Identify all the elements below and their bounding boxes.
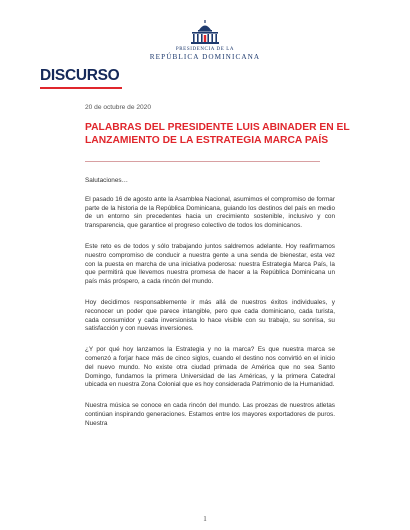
- org-name-line1: PRESIDENCIA DE LA: [175, 47, 235, 52]
- government-palace-icon: [190, 20, 220, 46]
- document-type-heading: DISCURSO: [40, 67, 120, 84]
- paragraph: Hoy decidimos responsablemente ir más allá de nuestros éxitos individuales, y reconocer un poder que parece intangible, pero que cada dominicano, cada turista, cada consumidor y cada inversionista lo hace visible con su trabajo, su sonrisa, su satisfacción y con nuevas inversiones.: [85, 298, 335, 333]
- page-number: 1: [203, 515, 207, 523]
- heading-underline: [40, 87, 122, 89]
- paragraph: Este reto es de todos y sólo trabajando juntos saldremos adelante. Hoy reafirmamos nuestro compromiso de conducir a nuestra gente a una senda de bienestar, esta vez con la puesta en marcha de una iniciativa poderosa: nuestra Estrategia Marca País, la que permitirá que llevemos nuestra promesa de hacer a la República Dominicana un país más próspero, a cada rincón del mundo.: [85, 242, 335, 286]
- org-name-line2: REPÚBLICA DOMINICANA: [149, 53, 261, 61]
- speech-title: PALABRAS DEL PRESIDENTE LUIS ABINADER EN EL LANZAMIENTO DE LA ESTRATEGIA MARCA PAÍS: [85, 122, 350, 146]
- title-divider: [85, 161, 320, 162]
- paragraph-greeting: Salutaciones…: [85, 177, 128, 184]
- paragraph: ¿Y por qué hoy lanzamos la Estrategia y no la marca? Es que nuestra marca se comenzó a forjar hace más de cinco siglos, cuando el destino nos convirtió en el inicio del nuevo mundo. No existe otra ciudad primada de América que no sea Santo Domingo, fundamos la primera Universidad de las Américas, y la primera Catedral ubicada en nuestra Zona Colonial que es hoy considerada Patrimonio de la Humanidad.: [85, 346, 335, 389]
- speech-date: 20 de octubre de 2020: [85, 104, 151, 111]
- paragraph: El pasado 16 de agosto ante la Asamblea Nacional, asumimos el compromiso de formar parte de la historia de la República Dominicana, guiando los destinos del país en medio de un entorno sin precedentes hacia un crecimiento sostenible, inclusivo y con transparencia, que garantice el progreso colectivo de todos los dominicanos.: [85, 195, 335, 230]
- speech-body: [85, 177, 335, 441]
- paragraph: Nuestra música se conoce en cada rincón del mundo. Las proezas de nuestros atletas continúan inspirando generaciones. Estamos entre los mayores exportadores de puros. Nuestra: [85, 402, 335, 427]
